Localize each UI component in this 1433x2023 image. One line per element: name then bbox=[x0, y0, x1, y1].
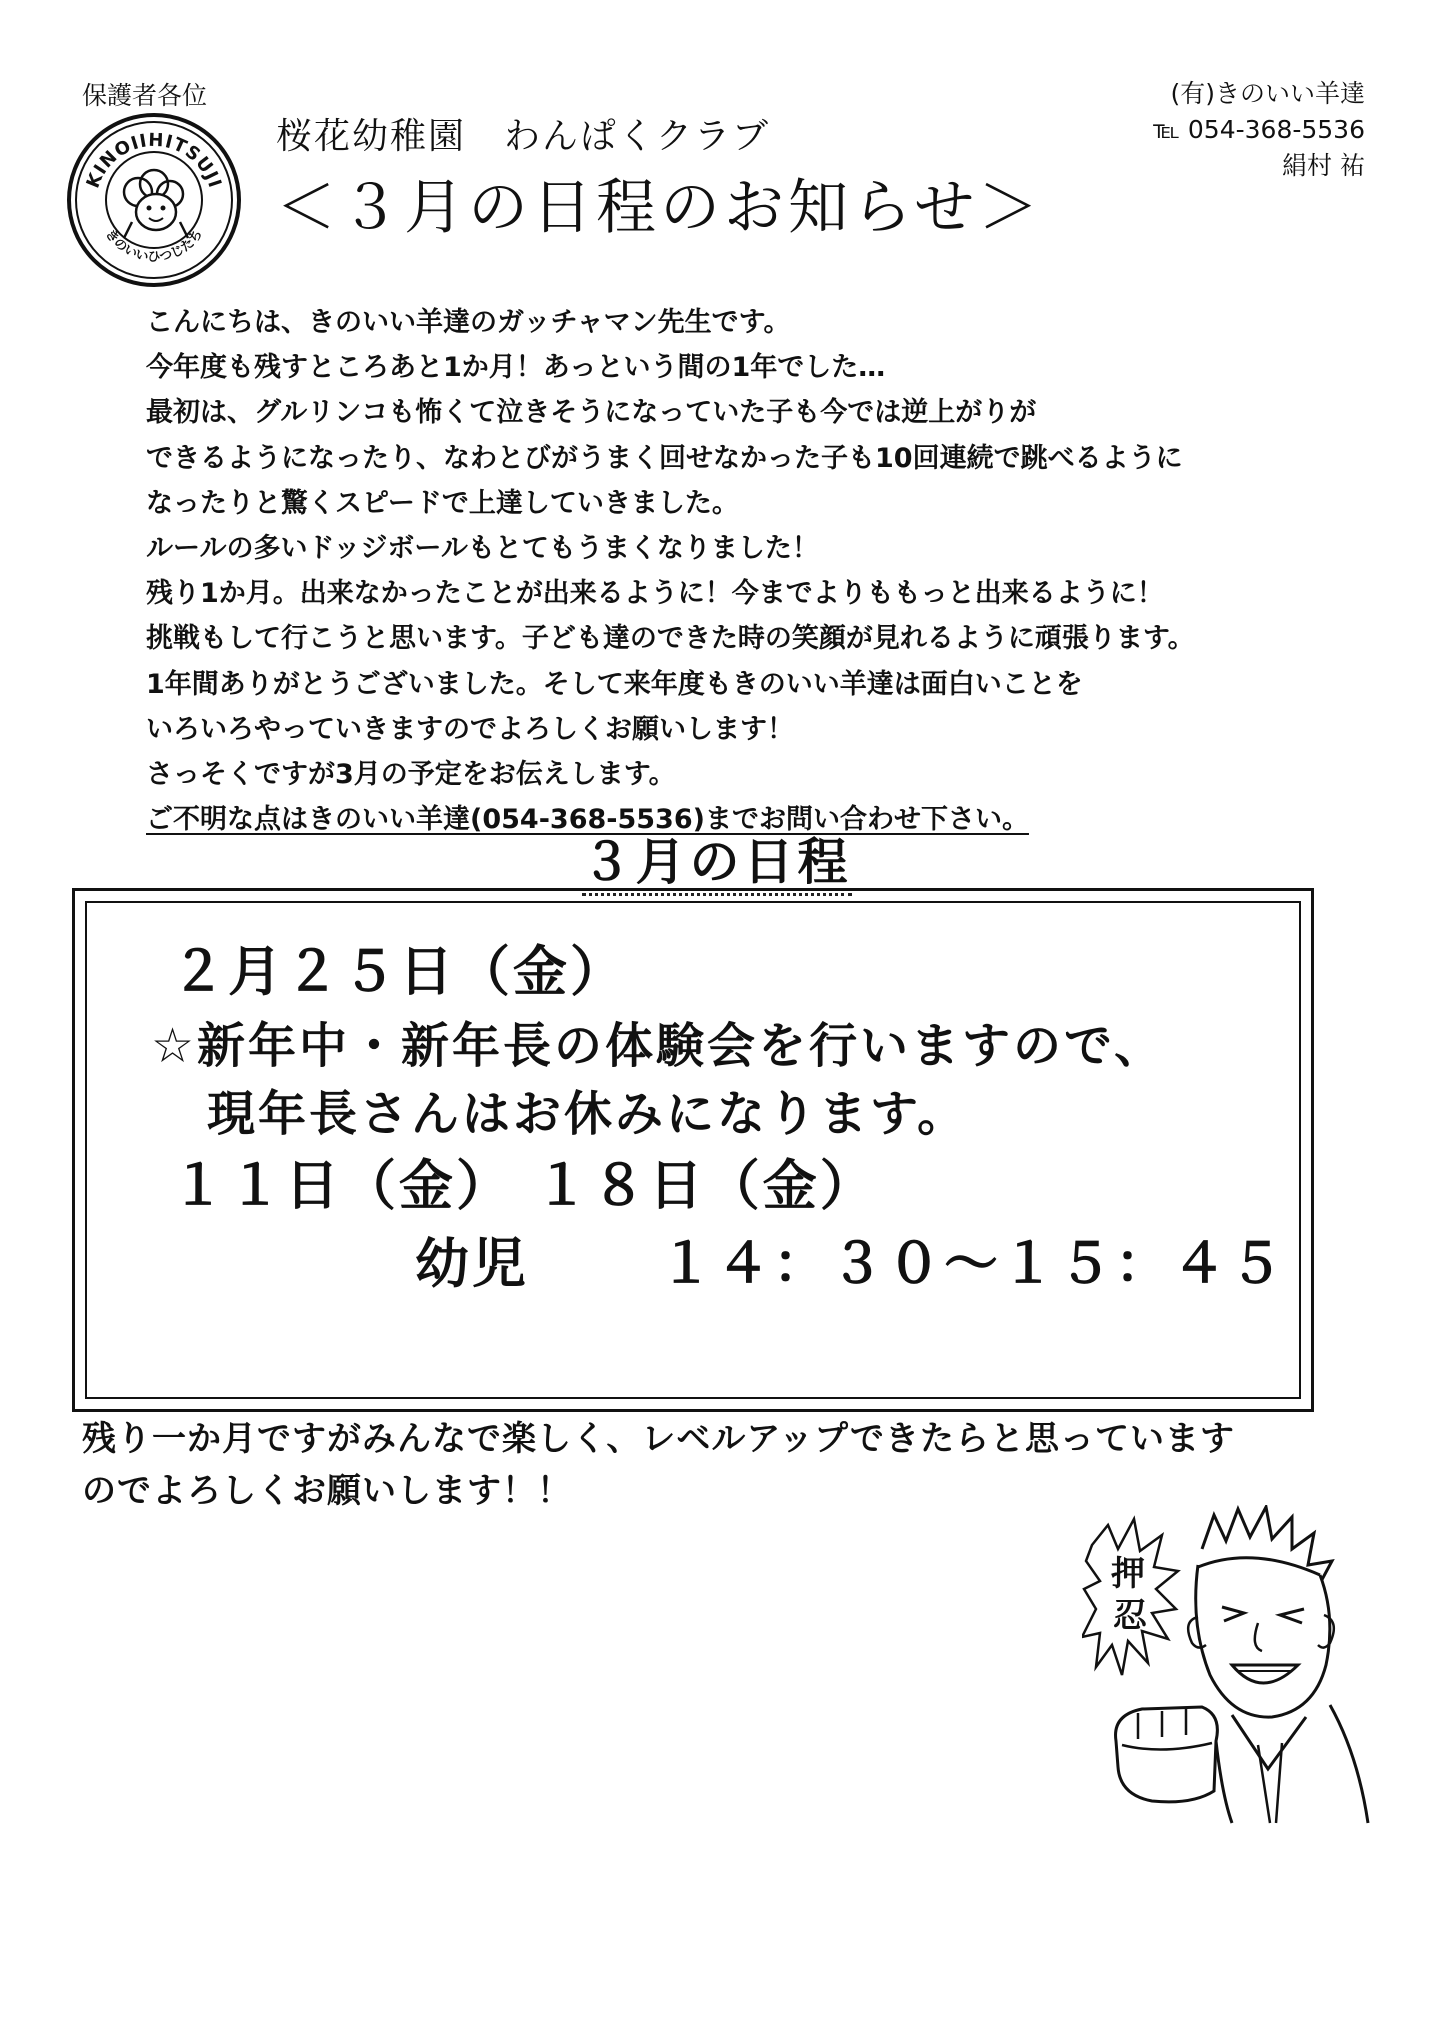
body-line: いろいろやっていきますのでよろしくお願いします！ bbox=[146, 713, 794, 745]
greeting-body bbox=[146, 300, 1195, 842]
company-logo bbox=[66, 112, 242, 288]
body-line: 残り1か月。出来なかったことが出来るように！今までよりももっと出来るように！ bbox=[146, 578, 1164, 610]
face-icon bbox=[1188, 1507, 1334, 1717]
addressee: 保護者各位 bbox=[82, 81, 208, 110]
schedule-time: １４：３０～１５：４５ bbox=[659, 1232, 1286, 1295]
schedule-heading-text: ３月の日程 bbox=[582, 833, 852, 896]
body-line: 今年度も残すところあと1か月！あっという間の1年でした… bbox=[146, 352, 886, 384]
body-line: 挑戦もして行こうと思います。子ども達のできた時の笑顔が見れるように頑張ります。 bbox=[146, 623, 1195, 655]
body-line: 1年間ありがとうございました。そして来年度もきのいい羊達は面白いことを bbox=[146, 668, 1083, 700]
schedule-dates-2: １１日（金） １８日（金） bbox=[171, 1154, 877, 1217]
company-phone: ℡ 054-368-5536 bbox=[1153, 115, 1365, 144]
body-line: ルールの多いドッジボールもとてもうまくなりました！ bbox=[146, 533, 819, 565]
sheep-icon bbox=[124, 170, 188, 238]
stamp-text-1: 押 bbox=[1111, 1554, 1145, 1594]
contact-person: 絹村 祐 bbox=[1282, 151, 1365, 180]
schedule-group: 幼児 bbox=[415, 1232, 529, 1295]
closing-line: のでよろしくお願いします！！ bbox=[82, 1471, 572, 1511]
logo-text-top: KINOIIHITSUJI bbox=[82, 129, 226, 192]
company-info bbox=[1153, 76, 1365, 184]
svg-text:きのいいひつじたち bbox=[102, 227, 206, 265]
fist-icon bbox=[1116, 1707, 1218, 1802]
schedule-note-line-1: ☆新年中・新年長の体験会を行いますので、 bbox=[151, 1018, 1166, 1074]
page-title: ＜３月の日程のお知らせ＞ bbox=[276, 173, 1043, 243]
body-line: なったりと驚くスピードで上達していきました。 bbox=[146, 487, 739, 519]
closing-line: 残り一か月ですがみんなで楽しく、レベルアップできたらと思っています bbox=[82, 1419, 1235, 1459]
teacher-illustration bbox=[1082, 1505, 1378, 1825]
body-line: 最初は、グルリンコも怖くて泣きそうになっていた子も今では逆上がりが bbox=[146, 397, 1037, 429]
schedule-box bbox=[72, 888, 1314, 1412]
logo-text-bottom: きのいいひつじたち bbox=[101, 226, 207, 266]
closing-message bbox=[82, 1413, 1235, 1517]
stamp-burst bbox=[1082, 1519, 1178, 1675]
stamp-text-2: 忍 bbox=[1113, 1596, 1147, 1636]
schedule-heading bbox=[0, 822, 1433, 894]
body-line: さっそくですが3月の予定をお伝えします。 bbox=[146, 759, 676, 791]
body-line: こんにちは、きのいい羊達のガッチャマン先生です。 bbox=[146, 307, 791, 338]
schedule-date-1: ２月２５日（金） bbox=[171, 940, 627, 1003]
body-line: できるようになったり、なわとびがうまく回せなかった子も10回連続で跳べるように bbox=[146, 442, 1183, 474]
contact-line: ご不明な点はきのいい羊達(054-368-5536)までお問い合わせ下さい。 bbox=[146, 804, 1029, 836]
company-name: (有)きのいい羊達 bbox=[1170, 79, 1365, 108]
schedule-note-line-2: 現年長さんはお休みになります。 bbox=[207, 1086, 969, 1142]
organization-name: 桜花幼稚園 わんぱくクラブ bbox=[276, 116, 771, 157]
gi-uniform-icon bbox=[1216, 1705, 1368, 1823]
